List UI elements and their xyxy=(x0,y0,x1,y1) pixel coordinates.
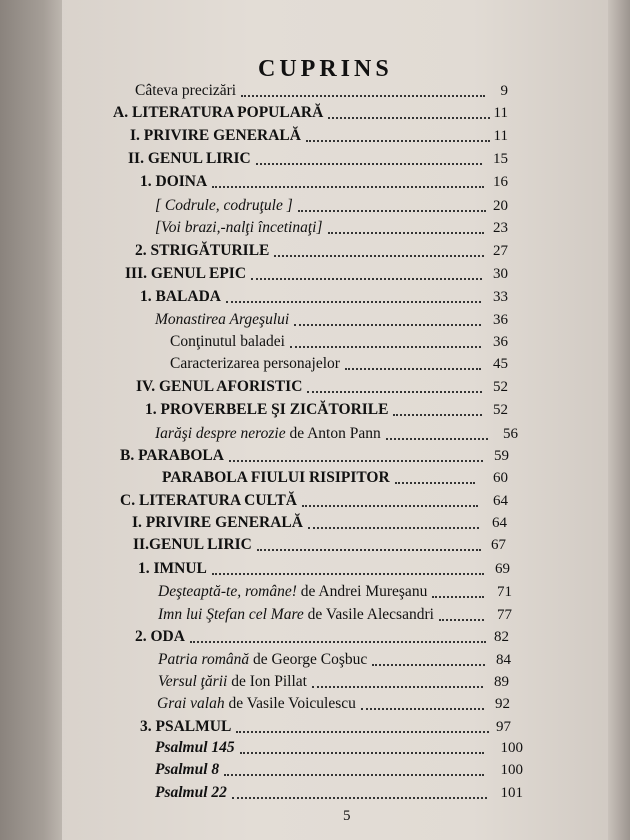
toc-entry xyxy=(135,626,509,648)
dot-leader xyxy=(257,549,481,551)
toc-entry xyxy=(136,376,508,398)
toc-entry-label: II.GENUL LIRIC xyxy=(133,536,252,553)
toc-entry-label: B. PARABOLA xyxy=(120,447,224,464)
toc-entry-label: [ Codrule, codruţule ] xyxy=(155,197,293,214)
dot-leader xyxy=(212,573,484,575)
toc-entry xyxy=(133,534,506,556)
toc-entry-label: Câteva precizări xyxy=(135,82,237,99)
toc-entry xyxy=(155,309,508,331)
toc-entry-page: 30 xyxy=(493,266,508,282)
toc-entry-label: 1. DOINA xyxy=(140,173,208,190)
dot-leader xyxy=(190,641,486,643)
page-number: 5 xyxy=(343,808,351,824)
toc-entry-label: Conţinutul baladei xyxy=(170,333,285,350)
toc-entry-page: 69 xyxy=(495,561,510,577)
toc-entry xyxy=(140,716,511,738)
toc-entry-author: de Ion Pillat xyxy=(227,673,307,690)
dot-leader xyxy=(224,774,484,776)
dot-leader xyxy=(393,414,482,416)
toc-entry xyxy=(157,693,510,715)
toc-entry-page: 100 xyxy=(500,740,523,756)
toc-entry-label: 1. BALADA xyxy=(140,288,221,305)
dot-leader xyxy=(302,505,478,507)
toc-entry-page: 60 xyxy=(493,470,508,486)
dot-leader xyxy=(229,460,483,462)
toc-entry-page: 11 xyxy=(493,128,508,144)
toc-entry-page: 71 xyxy=(497,584,512,600)
toc-entry-page: 84 xyxy=(496,652,511,668)
toc-entry-label: 2. ODA xyxy=(135,628,185,645)
toc-entry xyxy=(120,490,508,512)
toc-entry-label: 3. PSALMUL xyxy=(140,718,232,735)
book-spine xyxy=(0,0,62,840)
toc-entry-page: 89 xyxy=(494,674,509,690)
page-edge xyxy=(608,0,630,840)
dot-leader xyxy=(372,664,485,666)
toc-entry-label: PARABOLA FIULUI RISIPITOR xyxy=(162,469,390,486)
toc-entry-author: de Anton Pann xyxy=(285,425,381,442)
toc-entry-label: II. GENUL LIRIC xyxy=(128,150,251,167)
toc-entry-label: Psalmul 22 xyxy=(155,784,227,801)
dot-leader xyxy=(306,140,490,142)
toc-entry-label: C. LITERATURA CULTĂ xyxy=(120,492,298,509)
toc-entry-page: 100 xyxy=(500,762,523,778)
toc-entry-label: IV. GENUL AFORISTIC xyxy=(136,378,303,395)
toc-entry xyxy=(158,649,511,671)
toc-entry-page: 23 xyxy=(493,220,508,236)
dot-leader xyxy=(240,752,484,754)
toc-entry-page: 15 xyxy=(493,151,508,167)
toc-entry-page: 82 xyxy=(494,629,509,645)
dot-leader xyxy=(439,619,484,621)
toc-entry xyxy=(125,263,508,285)
toc-entry-label: Imn lui Ştefan cel Mare de Vasile Alecsandri xyxy=(158,606,434,623)
toc-entry-label: 2. STRIGĂTURILE xyxy=(135,242,270,259)
toc-entry-label: I. PRIVIRE GENERALĂ xyxy=(130,127,301,144)
toc-entry-label: [Voi brazi,-nalţi încetinaţi] xyxy=(155,219,323,236)
toc-entry xyxy=(132,512,507,534)
dot-leader xyxy=(432,596,484,598)
toc-entry-page: 64 xyxy=(493,493,508,509)
toc-entry xyxy=(170,331,508,353)
toc-entry xyxy=(135,80,508,102)
dot-leader xyxy=(226,301,481,303)
toc-entry xyxy=(140,286,508,308)
toc-entry-label: I. PRIVIRE GENERALĂ xyxy=(132,514,303,531)
toc-entry xyxy=(140,171,508,193)
toc-entry xyxy=(155,782,523,804)
toc-entry-page: 27 xyxy=(493,243,508,259)
toc-entry xyxy=(158,604,512,626)
toc-entry-label: Psalmul 145 xyxy=(155,739,235,756)
toc-entry-page: 92 xyxy=(495,696,510,712)
toc-entry xyxy=(120,445,509,467)
toc-entry-label: III. GENUL EPIC xyxy=(125,265,247,282)
toc-entry-author: de Vasile Voiculescu xyxy=(224,695,356,712)
dot-leader xyxy=(256,163,482,165)
toc-entry-page: 20 xyxy=(493,198,508,214)
dot-leader xyxy=(251,278,482,280)
toc-entry-page: 77 xyxy=(497,607,512,623)
dot-leader xyxy=(361,708,484,710)
toc-entry-label: Iarăşi despre nerozie de Anton Pann xyxy=(155,425,381,442)
toc-entry xyxy=(135,240,508,262)
toc-entry-page: 52 xyxy=(493,402,508,418)
toc-entry-page: 36 xyxy=(493,334,508,350)
toc-entry-page: 52 xyxy=(493,379,508,395)
dot-leader xyxy=(312,686,483,688)
toc-entry xyxy=(128,148,508,170)
dot-leader xyxy=(274,255,484,257)
toc-entry-label: Versul ţării de Ion Pillat xyxy=(158,673,307,690)
toc-entry xyxy=(155,737,523,759)
toc-entry-page: 59 xyxy=(494,448,509,464)
toc-entry-label: Patria română de George Coşbuc xyxy=(158,651,368,668)
toc-entry xyxy=(162,467,508,489)
toc-entry xyxy=(155,423,518,445)
toc-entry-page: 36 xyxy=(493,312,508,328)
toc-entry-page: 56 xyxy=(503,426,518,442)
dot-leader xyxy=(386,438,488,440)
toc-entry-page: 9 xyxy=(500,83,508,99)
dot-leader xyxy=(395,482,475,484)
toc-entry-page: 67 xyxy=(491,537,506,553)
toc-entry-label: 1. PROVERBELE ŞI ZICĂTORILE xyxy=(145,401,389,418)
toc-entry-author: de Vasile Alecsandri xyxy=(303,606,434,623)
toc-entry-label: 1. IMNUL xyxy=(138,560,207,577)
toc-entry xyxy=(158,671,509,693)
toc-entry-label: Psalmul 8 xyxy=(155,761,220,778)
toc-entry xyxy=(155,217,508,239)
dot-leader xyxy=(328,117,490,119)
toc-entry xyxy=(113,102,508,124)
toc-entry xyxy=(170,353,508,375)
toc-entry-label: A. LITERATURA POPULARĂ xyxy=(113,104,324,121)
toc-entry xyxy=(145,399,508,421)
toc-entry-page: 101 xyxy=(500,785,523,801)
toc-entry-page: 16 xyxy=(493,174,508,190)
dot-leader xyxy=(236,731,489,733)
toc-entry-page: 33 xyxy=(493,289,508,305)
toc-entry-label: Deşteaptă-te, române! de Andrei Mureşanu xyxy=(158,583,428,600)
toc-entry-label: Caracterizarea personajelor xyxy=(170,355,340,372)
dot-leader xyxy=(308,527,479,529)
toc-entry xyxy=(130,125,508,147)
toc-entry-author: de George Coşbuc xyxy=(249,651,368,668)
toc-entry-label: Grai valah de Vasile Voiculescu xyxy=(157,695,356,712)
dot-leader xyxy=(212,186,484,188)
toc-entry-page: 45 xyxy=(493,356,508,372)
toc-entry-author: de Andrei Mureşanu xyxy=(296,583,428,600)
toc-entry-label: Monastirea Argeşului xyxy=(155,311,290,328)
toc-entry xyxy=(158,581,512,603)
toc-entry xyxy=(155,195,508,217)
dot-leader xyxy=(290,346,481,348)
dot-leader xyxy=(328,232,485,234)
dot-leader xyxy=(307,391,482,393)
page-title: CUPRINS xyxy=(258,56,393,82)
dot-leader xyxy=(294,324,481,326)
dot-leader xyxy=(232,797,487,799)
dot-leader xyxy=(298,210,486,212)
toc-entry-page: 97 xyxy=(496,719,511,735)
toc-entry xyxy=(155,759,523,781)
dot-leader xyxy=(241,95,485,97)
toc-entry-page: 11 xyxy=(493,105,508,121)
dot-leader xyxy=(345,368,481,370)
toc-entry xyxy=(138,558,510,580)
toc-entry-page: 64 xyxy=(492,515,507,531)
